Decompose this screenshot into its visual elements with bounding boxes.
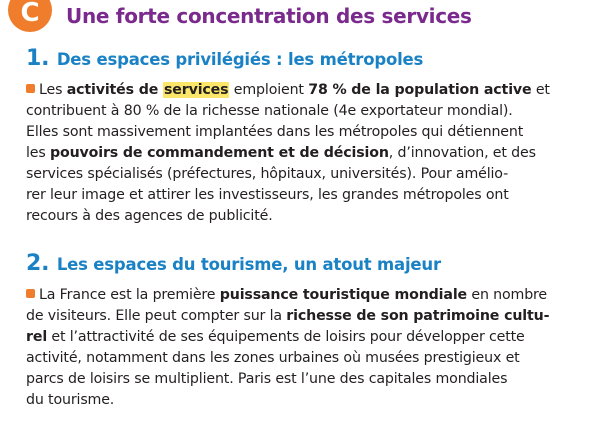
text-run: et <box>531 82 550 98</box>
text-line: services spécialisés (préfectures, hôpitaux, universités). Pour amélio- <box>26 166 509 182</box>
text-line: activité, notamment dans les zones urbaines où musées prestigieux et <box>26 350 520 366</box>
section-letter-badge: C <box>8 0 52 32</box>
section-title: Une forte concentration des services <box>66 4 472 28</box>
text-run: Les <box>39 82 67 98</box>
subsection-number: 1. <box>26 46 50 71</box>
text-line <box>26 327 566 348</box>
text-line <box>26 143 566 164</box>
text-line: contribuent à 80 % de la richesse nationale (4e exportateur mondial). <box>26 103 513 119</box>
bold-text: activités de <box>66 82 163 98</box>
paragraph-tourisme <box>26 285 566 411</box>
text-line: recours à des agences de publicité. <box>26 208 273 224</box>
bold-text: pouvoirs de commandement et de décision <box>49 145 389 161</box>
subsection-heading-1 <box>26 46 423 71</box>
bullet-square-icon <box>26 84 35 93</box>
paragraph-metropoles <box>26 80 566 227</box>
bold-text: rel <box>26 329 48 345</box>
bold-text: richesse de son patrimoine cultu- <box>286 308 550 324</box>
text-line <box>26 80 566 101</box>
text-run: en nombre <box>467 287 548 303</box>
text-run: et l’attractivité de ses équipements de loisirs pour développer cette <box>47 329 525 345</box>
text-line: rer leur image et attirer les investisseurs, les grandes métropoles ont <box>26 187 509 203</box>
text-line <box>26 306 566 327</box>
subsection-heading-2 <box>26 251 441 276</box>
text-line: du tourisme. <box>26 392 115 408</box>
text-run: La France est la première <box>39 287 220 303</box>
subsection-number: 2. <box>26 251 50 276</box>
subsection-heading-text: Les espaces du tourisme, un atout majeur <box>56 255 441 274</box>
text-run: emploient <box>229 82 309 98</box>
text-run: , d’innovation, et des <box>388 145 536 161</box>
section-header <box>0 0 592 34</box>
text-run: les <box>26 145 50 161</box>
bold-text: puissance touristique mondiale <box>219 287 468 303</box>
subsection-heading-text: Des espaces privilégiés : les métropoles <box>56 50 424 69</box>
bullet-square-icon <box>26 289 35 298</box>
text-run: de visiteurs. Elle peut compter sur la <box>26 308 287 324</box>
text-line: Elles sont massivement implantées dans les métropoles qui détiennent <box>26 124 524 140</box>
highlighted-term: services <box>163 82 229 98</box>
text-line <box>26 285 566 306</box>
text-line: parcs de loisirs se multiplient. Paris est l’une des capitales mondiales <box>26 371 508 387</box>
bold-text: 78 % de la population active <box>308 82 532 98</box>
